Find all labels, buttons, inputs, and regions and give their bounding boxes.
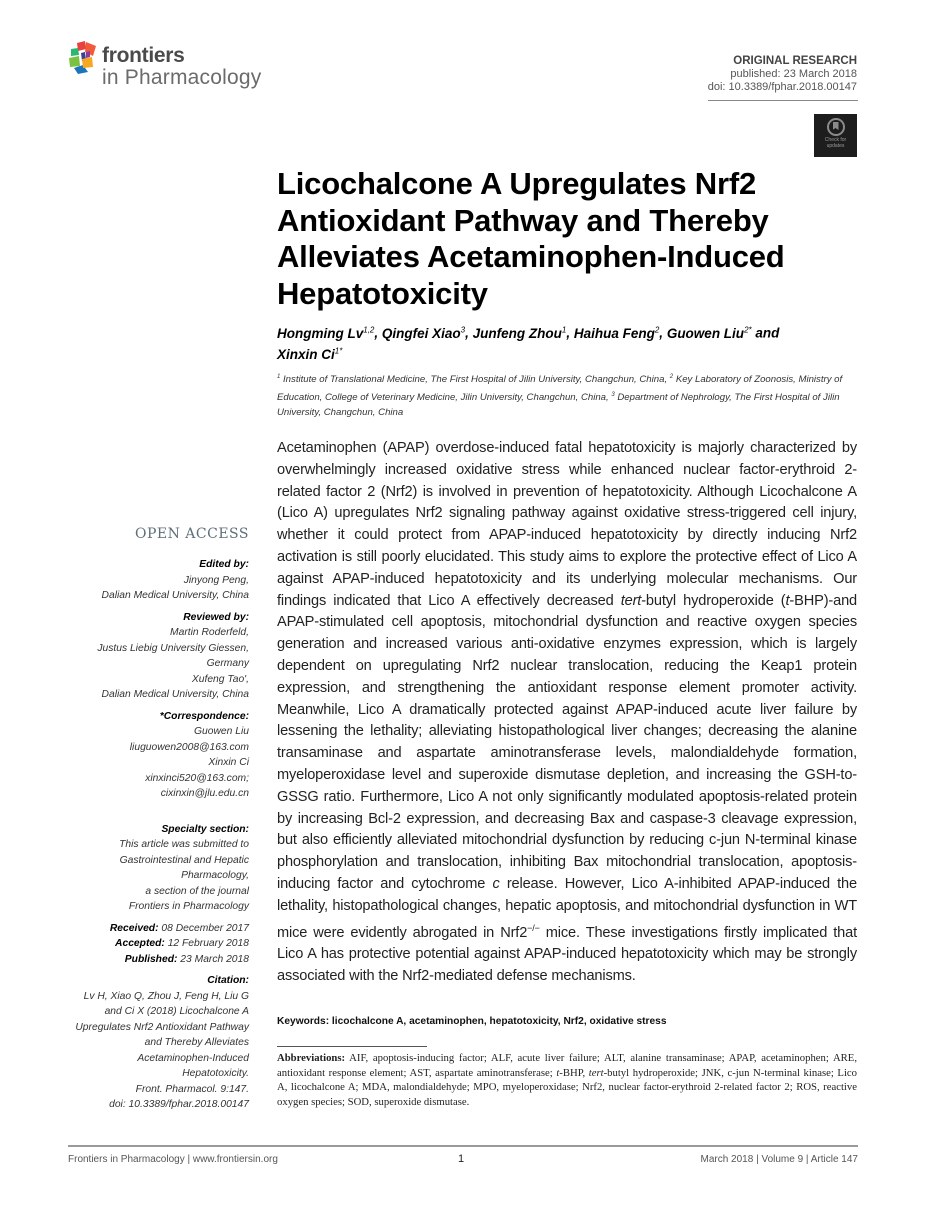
affiliation: Department of Nephrology, The First Hospital of Jilin University, Changchun, China	[277, 391, 840, 419]
correspondence-section: *Correspondence: Guowen Liu liuguowen2008@163.com Xinxin Ci xinxinci520@163.com; cixinxin@jlu.edu.cn	[60, 709, 249, 802]
email-link[interactable]: xinxinci520@163.com;	[145, 772, 249, 784]
reviewer-name: Martin Roderfeld,	[170, 627, 249, 638]
article-title: Licochalcone A Upregulates Nrf2 Antioxidant Pathway and Thereby Alleviates Acetaminophen-Induced Hepatotoxicity	[277, 166, 785, 311]
author[interactable]: Haihua Feng$^2$	[573, 325, 660, 341]
email-link[interactable]: cixinxin@jlu.edu.cn	[160, 788, 249, 799]
reviewer-name: Xufeng Tao',	[191, 673, 249, 685]
editor-name: Jinyong Peng,	[183, 574, 249, 586]
article-sidebar	[60, 525, 249, 1119]
check-updates-label-2: updates	[826, 142, 845, 149]
affiliation: Key Laboratory of Zoonosis, Ministry of Education, College of Veterinary Medicine, Jilin University, Changchun, China,	[277, 374, 843, 403]
journal-name: in Pharmacology	[102, 66, 262, 89]
logo-facet	[77, 41, 86, 51]
published-date: published: 23 March 2018	[730, 68, 857, 80]
received-date: Received: 08 December 2017	[109, 922, 249, 934]
accepted-date: Accepted: 12 February 2018	[115, 938, 249, 949]
citation-doi[interactable]: doi: 10.3389/fphar.2018.00147	[109, 1099, 249, 1110]
check-for-updates-button[interactable]	[814, 114, 857, 157]
abbreviations-divider	[277, 1046, 427, 1047]
footer-issue: March 2018 | Volume 9 | Article 147	[700, 1154, 858, 1165]
author[interactable]: Guowen Liu$^{2*}$	[666, 325, 752, 341]
author[interactable]: Qingfei Xiao$^3$	[381, 325, 466, 341]
author[interactable]: Hongming Lv$^{1,2}$	[277, 325, 375, 341]
header-divider	[708, 100, 858, 101]
footer-journal[interactable]: Frontiers in Pharmacology | www.frontiersin.org	[68, 1154, 278, 1165]
author[interactable]: Xinxin $Ci^{1*}$	[277, 346, 343, 362]
citation-section: Citation: Lv H, Xiao Q, Zhou J, Feng H, Liu G and Ci X (2018) Licochalcone A Upregulates Nrf2 Antioxidant Pathway and Thereby Alleviates Acetaminophen-Induced Hepatotoxicity. Front. Pharmacol. 9:147. doi: 10.3389/fphar.2018.00147	[60, 973, 249, 1113]
bookmark-icon	[827, 118, 845, 136]
journal-logo[interactable]	[68, 40, 268, 100]
keywords: Keywords: licochalcone A, acetaminophen, hepatotoxicity, Nrf2, oxidative stress	[277, 1016, 667, 1027]
frontiers-logo-icon	[68, 40, 102, 76]
reviewed-by-section: Reviewed by: Martin Roderfeld, Justus Liebig University Giessen, Germany Xufeng Tao', Dalian Medical University, China	[60, 610, 249, 703]
logo-facet	[69, 56, 80, 67]
article-meta	[708, 55, 857, 94]
affiliation: Institute of Translational Medicine, The First Hospital of Jilin University, Changchun, China,	[283, 374, 668, 386]
author[interactable]: Junfeng Zhou$^1$	[472, 325, 567, 341]
specialty-section: Specialty section: This article was submitted to Gastrointestinal and Hepatic Pharmacology, a section of the journal Frontiers in Pharmacology	[119, 823, 249, 912]
abstract: Acetaminophen (APAP) overdose-induced fatal hepatotoxicity is majorly characterized by overwhelmingly increased oxidative stress while enhanced nuclear factor-erythroid 2-related factor 2 (Nrf2) is involved in prevention of hepatotoxicity. Although Licochalcone A (Lico A) upregulates Nrf2 signaling pathway against oxidative stress-triggered cell injury, whether it could protect from APAP-induced hepatotoxicity by directly inducing Nrf2 activation is still poorly elucidated. This study aims to explore the protective effect of Lico A against APAP-induced hepatotoxicity and its underlying molecular mechanisms. Our findings indicated that Lico A effectively decreased tert-butyl hydroperoxide (t-BHP)-and APAP-stimulated cell apoptosis, mitochondrial dysfunction and reactive oxygen species generation and increased various anti-oxidative enzymes expression, which is largely dependent on upregulating Nrf2 nuclear translocation, reducing the Keap1 protein expression, and strengthening the antioxidant response element promoter activity. Meanwhile, Lico A dramatically protected against APAP-induced acute liver failure by lessening the lethality; alleviating histopathological liver changes; decreasing the alanine transaminase and aspartate aminotransferase levels, malondialdehyde formation, myeloperoxidase level and superoxide dismutase depletion, and increasing the GSH-to-GSSG ratio. Furthermore, Lico A not only significantly modulated apoptosis-related protein by increasing Bcl-2 expression, and decreasing Bax and caspase-3 cleavage expression, but also efficiently alleviated mitochondrial dysfunction by reducing c-jun N-terminal kinase phosphorylation and translocation, inhibiting Bax mitochondrial translocation, apoptosis-inducing factor and cytochrome c release. However, Lico A-inhibited APAP-induced the lethality, histopathological changes, hepatic apoptosis, and mitochondrial dysfunction in WT mice were evidently abrogated in Nrf2−/− mice. These investigations firstly implicated that Lico A has protective potential against APAP-induced hepatotoxicity which may be strongly associated with the Nrf2-mediated defense mechanisms.	[277, 440, 858, 984]
dates-section	[60, 921, 249, 968]
abbreviations: Abbreviations: AIF, apoptosis-inducing factor; ALF, acute liver failure; ALT, alanine transaminase; APAP, acetaminophen; ARE, antioxidant response element; AST, aspartate aminotransferase; t-BHP, tert-butyl hydroperoxide; JNK, c-jun N-terminal kinase; Lico A, licochalcone A; MDA, malondialdehyde; MPO, myeloperoxidase; Nrf2, nuclear factor-erythroid 2-related factor 2; ROS, reactive oxygen species; SOD, superoxide dismutase.	[277, 1052, 858, 1108]
published-date-sidebar: Published: 23 March 2018	[124, 953, 249, 965]
affiliations: $^1$ Institute of Translational Medicine, The First Hospital of Jilin University, Changchun, China, $^2$ Key Laboratory of Zoonosis, Ministry of Education, College of Veterinary Medicine, Jilin University, Changchun, China, $^3$ Department of Nephrology, The First Hospital of Jilin University, Changchun, China	[277, 374, 843, 419]
check-updates-label: Check for	[824, 137, 847, 143]
footer-divider	[68, 1145, 858, 1147]
journal-brand: frontiers	[102, 44, 185, 67]
email-link[interactable]: liuguowen2008@163.com	[129, 741, 249, 753]
article-type: ORIGINAL RESEARCH	[733, 55, 857, 67]
logo-facet	[71, 48, 79, 56]
page-number: 1	[458, 1153, 465, 1165]
article-doi[interactable]: doi: 10.3389/fphar.2018.00147	[707, 81, 857, 93]
logo-facet	[86, 51, 90, 58]
author-connector: and	[755, 325, 780, 341]
edited-by-section: Edited by: Jinyong Peng, Dalian Medical University, China	[60, 557, 249, 604]
author-list: Hongming Lv$^{1,2}$, Qingfei Xiao$^3$, Junfeng Zhou$^1$, Haihua Feng$^2$, Guowen Liu$^{2*}$ and Xinxin $Ci^{1*}$	[277, 325, 780, 362]
open-access-label: OPEN ACCESS	[134, 526, 249, 542]
